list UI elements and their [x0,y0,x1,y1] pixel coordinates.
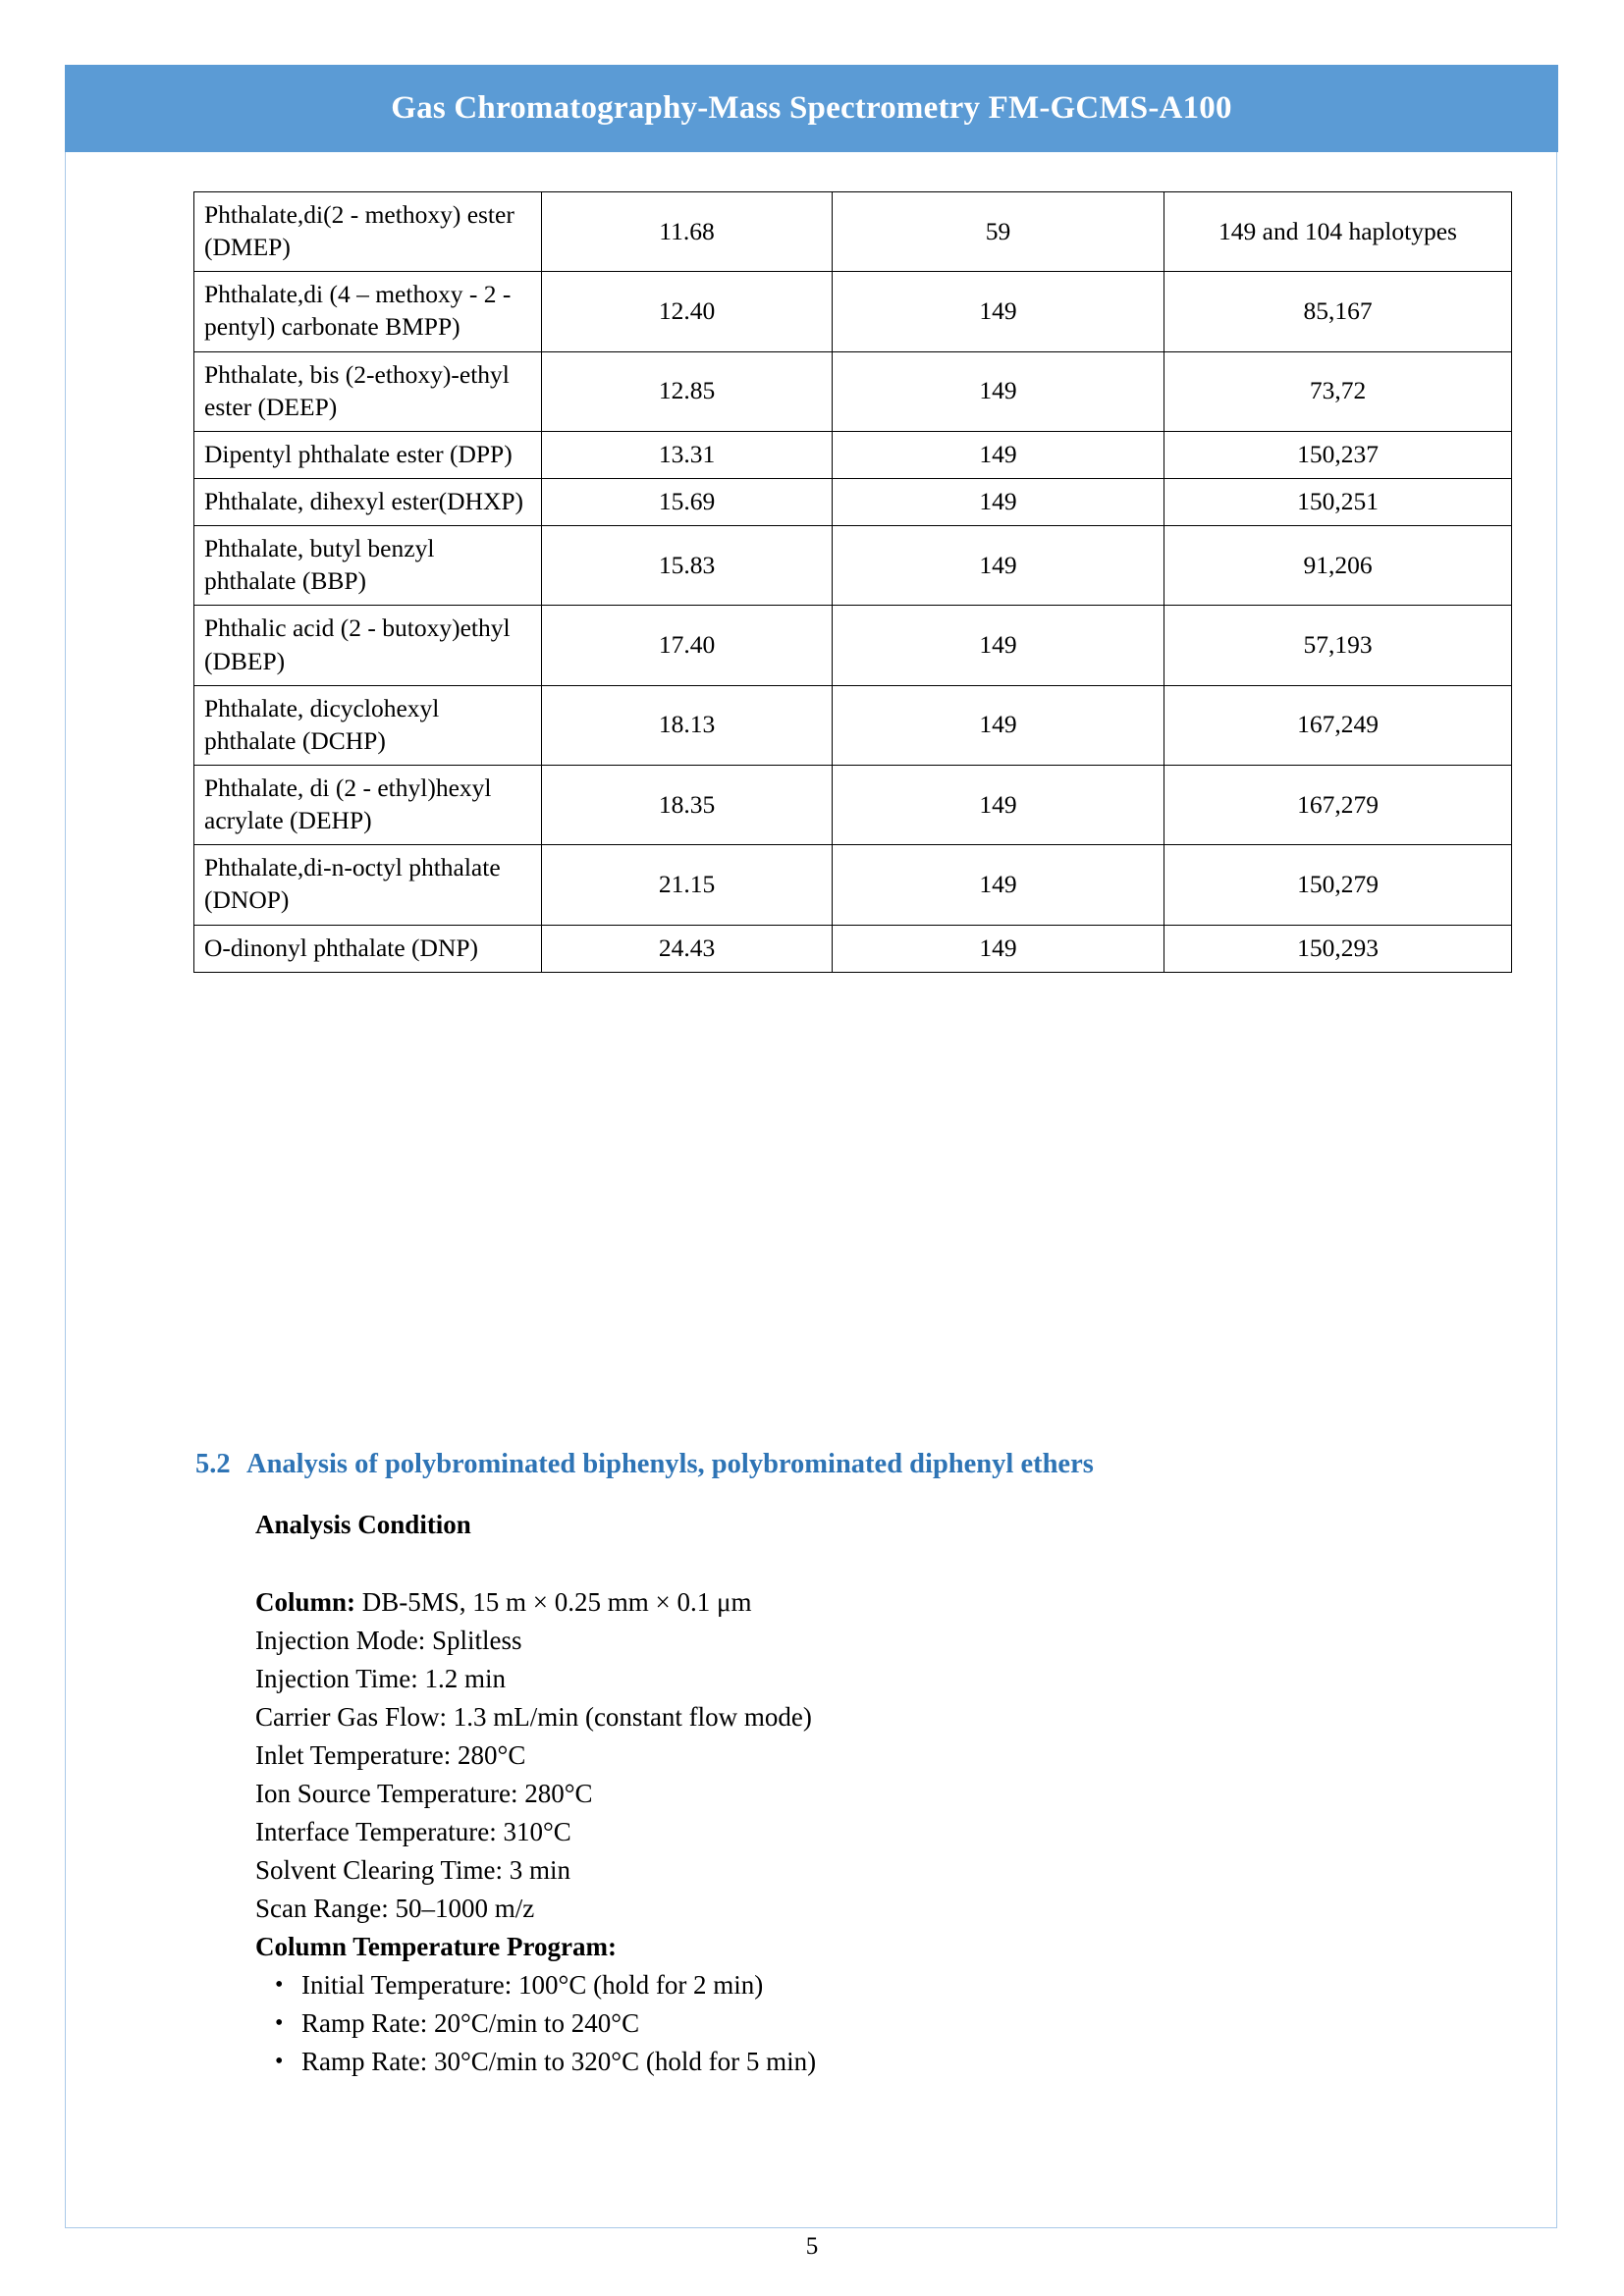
cell-retention-time: 12.40 [542,272,833,351]
program-label-colon: : [607,1932,617,1961]
cell-reference-ions: 91,206 [1164,526,1512,606]
cell-quant-ion: 149 [833,765,1164,844]
cell-retention-time: 18.35 [542,765,833,844]
cell-compound-name: Phthalate,di-n-octyl phthalate (DNOP) [194,845,542,925]
cell-retention-time: 13.31 [542,431,833,478]
analysis-condition-subtitle: Analysis Condition [255,1510,471,1539]
table-row [194,272,1512,351]
section-heading-5-2 [195,1448,1433,1481]
cell-retention-time: 11.68 [542,192,833,272]
cell-reference-ions: 150,293 [1164,925,1512,972]
cell-compound-name: Phthalic acid (2 - butoxy)ethyl (DBEP) [194,606,542,685]
analysis-condition-block [255,1512,1434,2081]
cell-retention-time: 15.69 [542,478,833,525]
condition-line-injection-mode: Injection Mode: Splitless [255,1626,522,1655]
program-label-text: Column Temperature Program [255,1932,608,1961]
condition-line-carrier-gas-flow: Carrier Gas Flow: 1.3 mL/min (constant flow mode) [255,1702,812,1732]
cell-compound-name: Dipentyl phthalate ester (DPP) [194,431,542,478]
table-row [194,845,1512,925]
section-number: 5.2 [195,1449,231,1479]
cell-reference-ions: 150,279 [1164,845,1512,925]
cell-compound-name: O-dinonyl phthalate (DNP) [194,925,542,972]
condition-line-ion-source-temperature: Ion Source Temperature: 280°C [255,1779,593,1808]
condition-line-solvent-clearing-time: Solvent Clearing Time: 3 min [255,1855,571,1885]
column-temperature-program-label [255,1928,1434,1966]
page-number: 5 [805,2233,819,2260]
cell-retention-time: 21.15 [542,845,833,925]
cell-reference-ions: 85,167 [1164,272,1512,351]
cell-quant-ion: 149 [833,606,1164,685]
cell-reference-ions: 150,251 [1164,478,1512,525]
table-row [194,685,1512,765]
document-title: Gas Chromatography-Mass Spectrometry FM-GCMS-A100 [391,90,1232,126]
cell-reference-ions: 150,237 [1164,431,1512,478]
table-row [194,478,1512,525]
cell-compound-name: Phthalate, butyl benzyl phthalate (BBP) [194,526,542,606]
cell-quant-ion: 59 [833,192,1164,272]
table-row [194,351,1512,431]
cell-compound-name: Phthalate,di (4 – methoxy - 2 - pentyl) carbonate BMPP) [194,272,542,351]
cell-reference-ions: 73,72 [1164,351,1512,431]
condition-line-interface-temperature: Interface Temperature: 310°C [255,1817,571,1846]
cell-compound-name: Phthalate, dicyclohexyl phthalate (DCHP) [194,685,542,765]
cell-quant-ion: 149 [833,272,1164,351]
cell-quant-ion: 149 [833,925,1164,972]
condition-line-injection-time: Injection Time: 1.2 min [255,1664,507,1693]
section-title: Analysis of polybrominated biphenyls, polybrominated diphenyl ethers [246,1449,1094,1479]
table-row [194,526,1512,606]
table-row [194,192,1512,272]
cell-retention-time: 24.43 [542,925,833,972]
list-item: • Ramp Rate: 30°C/min to 320°C (hold for 5 min) [255,2043,1434,2081]
document-header-banner [65,65,1558,152]
column-label: Column: [255,1587,356,1617]
table-row [194,606,1512,685]
phthalate-compound-table [193,191,1512,973]
cell-compound-name: Phthalate, bis (2-ethoxy)-ethyl ester (DEEP) [194,351,542,431]
table-row [194,925,1512,972]
cell-retention-time: 18.13 [542,685,833,765]
condition-line-scan-range: Scan Range: 50–1000 m/z [255,1894,535,1923]
condition-line-inlet-temperature: Inlet Temperature: 280°C [255,1740,526,1770]
cell-retention-time: 17.40 [542,606,833,685]
cell-retention-time: 15.83 [542,526,833,606]
cell-compound-name: Phthalate, dihexyl ester(DHXP) [194,478,542,525]
cell-quant-ion: 149 [833,431,1164,478]
cell-quant-ion: 149 [833,526,1164,606]
table-row [194,765,1512,844]
cell-compound-name: Phthalate, di (2 - ethyl)hexyl acrylate (DEHP) [194,765,542,844]
cell-reference-ions: 167,279 [1164,765,1512,844]
table-body [194,192,1512,973]
cell-quant-ion: 149 [833,351,1164,431]
cell-reference-ions: 57,193 [1164,606,1512,685]
list-item: • Initial Temperature: 100°C (hold for 2 min) [255,1966,1434,2004]
cell-quant-ion: 149 [833,685,1164,765]
cell-reference-ions: 149 and 104 haplotypes [1164,192,1512,272]
list-item: • Ramp Rate: 20°C/min to 240°C [255,2004,1434,2043]
cell-compound-name: Phthalate,di(2 - methoxy) ester (DMEP) [194,192,542,272]
cell-retention-time: 12.85 [542,351,833,431]
cell-quant-ion: 149 [833,845,1164,925]
condition-line-column [255,1583,1434,1622]
table-row [194,431,1512,478]
temperature-program-list [255,1966,1434,2081]
cell-reference-ions: 167,249 [1164,685,1512,765]
cell-quant-ion: 149 [833,478,1164,525]
column-value: DB-5MS, 15 m × 0.25 mm × 0.1 μm [355,1587,752,1617]
